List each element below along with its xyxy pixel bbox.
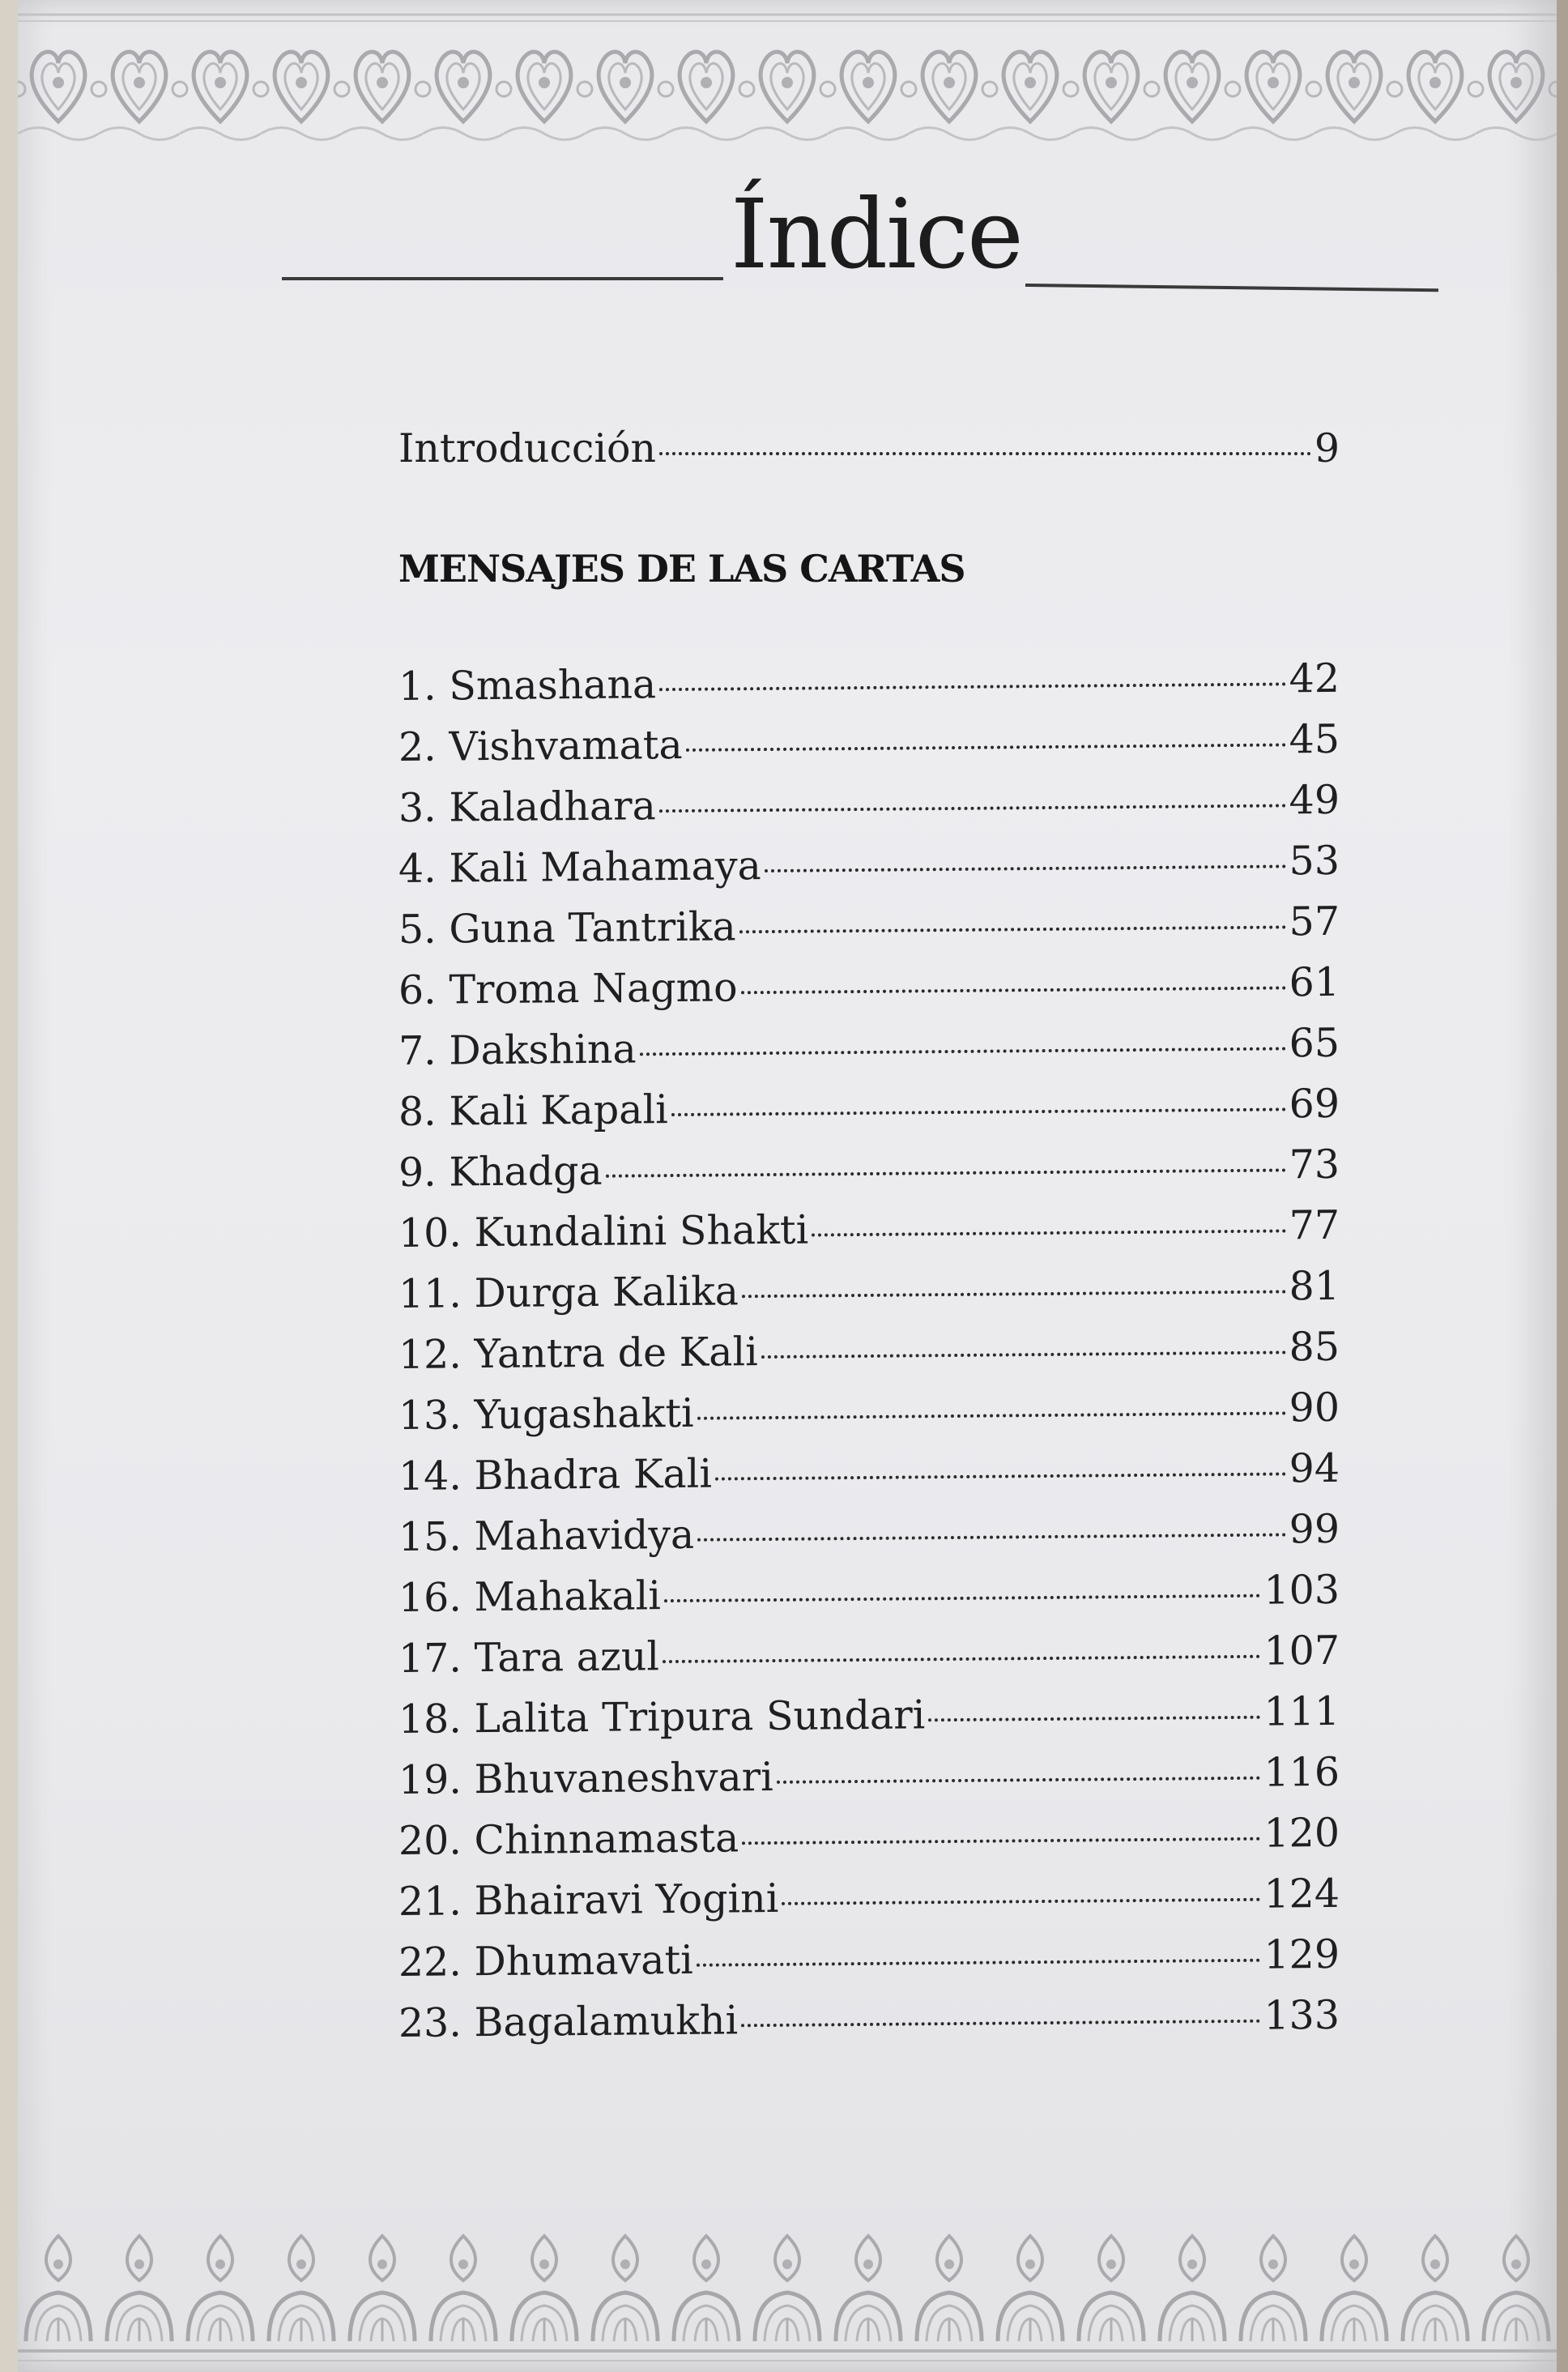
toc-entry-label: 5. Guna Tantrika <box>398 903 736 953</box>
dot-leader <box>742 1290 1286 1298</box>
dot-leader <box>715 1472 1286 1480</box>
toc-entry-label: 21. Bhairavi Yogini <box>398 1875 779 1925</box>
dot-leader <box>663 1655 1260 1663</box>
toc-entry <box>398 1445 1340 1514</box>
toc-entry-label: 20. Chinnamasta <box>398 1815 739 1864</box>
toc-entry-page: 133 <box>1263 1991 1340 2039</box>
toc-entry-label: 13. Yugashakti <box>398 1389 694 1439</box>
dot-leader <box>928 1716 1260 1722</box>
toc-entry-page: 103 <box>1263 1566 1340 1614</box>
toc-entry-page: 129 <box>1263 1930 1340 1978</box>
toc-entry <box>398 1202 1340 1271</box>
table-of-contents <box>398 425 1340 2061</box>
toc-entry-label: 4. Kali Mahamaya <box>398 843 761 892</box>
section-heading: MENSAJES DE LAS CARTAS <box>398 547 965 591</box>
dot-leader <box>659 452 1311 455</box>
toc-entry-label: 16. Mahakali <box>398 1572 661 1621</box>
dot-leader <box>741 986 1286 994</box>
toc-entry-introduccion <box>398 425 1340 486</box>
toc-entry <box>398 1749 1340 1818</box>
toc-entry-page: 116 <box>1263 1748 1340 1796</box>
toc-entry-page: 73 <box>1289 1141 1340 1188</box>
dot-leader <box>742 1837 1260 1845</box>
toc-entry <box>398 838 1340 907</box>
toc-entry <box>398 1871 1340 1939</box>
toc-entry-page: 69 <box>1289 1080 1340 1128</box>
toc-entry-page: 61 <box>1289 958 1340 1006</box>
dot-leader <box>697 1533 1285 1541</box>
dot-leader <box>741 2020 1260 2028</box>
dot-leader <box>812 1229 1285 1236</box>
bottom-ornamental-border <box>18 2220 1557 2372</box>
dot-leader <box>664 1594 1261 1602</box>
toc-entry-page: 65 <box>1289 1019 1340 1067</box>
title-rule-left <box>282 277 723 280</box>
toc-entry-label: 7. Dakshina <box>398 1026 637 1074</box>
toc-entry-label: 6. Troma Nagmo <box>398 964 738 1013</box>
toc-entry <box>398 1992 1340 2061</box>
toc-entry-label: 19. Bhuvaneshvari <box>398 1753 773 1803</box>
toc-entry <box>398 1020 1340 1089</box>
toc-entry <box>398 1384 1340 1453</box>
toc-entry-label: 17. Tara azul <box>398 1633 660 1682</box>
toc-entry-page: 53 <box>1289 837 1340 885</box>
toc-entry-page: 9 <box>1314 425 1340 471</box>
toc-entry-page: 90 <box>1289 1384 1340 1431</box>
toc-entry-page: 57 <box>1289 898 1340 945</box>
toc-entry <box>398 1141 1340 1210</box>
title-rule-right <box>1025 284 1438 292</box>
dot-leader <box>606 1168 1286 1177</box>
toc-entry-label: 9. Khadga <box>398 1147 603 1196</box>
toc-entry-page: 77 <box>1289 1201 1340 1249</box>
toc-entry <box>398 1506 1340 1575</box>
toc-entry <box>398 1931 1340 2000</box>
toc-entry <box>398 655 1340 724</box>
dot-leader <box>686 743 1286 751</box>
toc-entry-page: 49 <box>1289 776 1340 824</box>
toc-entry <box>398 1688 1340 1757</box>
toc-entry <box>398 716 1340 785</box>
dot-leader <box>697 1411 1286 1419</box>
toc-entry-page: 42 <box>1289 655 1340 702</box>
toc-entry-page: 45 <box>1289 715 1340 763</box>
toc-entry-label: 3. Kaladhara <box>398 783 656 831</box>
toc-entry-label: 8. Kali Kapali <box>398 1086 668 1135</box>
toc-entry <box>398 1567 1340 1636</box>
toc-entry <box>398 777 1340 846</box>
dot-leader <box>739 925 1286 933</box>
title-area <box>18 162 1557 316</box>
toc-entry <box>398 898 1340 967</box>
dot-leader <box>761 1350 1286 1359</box>
dot-leader <box>777 1777 1261 1784</box>
toc-entry-list <box>398 655 1340 2061</box>
toc-entry-page: 81 <box>1289 1262 1340 1310</box>
dot-leader <box>640 1047 1286 1056</box>
toc-entry-page: 124 <box>1263 1870 1340 1918</box>
toc-entry <box>398 1263 1340 1332</box>
toc-entry-label: 18. Lalita Tripura Sundari <box>398 1692 926 1743</box>
toc-entry <box>398 1081 1340 1150</box>
toc-entry <box>398 1628 1340 1696</box>
book-page <box>18 0 1557 2372</box>
toc-entry-page: 99 <box>1289 1505 1340 1553</box>
toc-entry-page: 111 <box>1263 1687 1340 1735</box>
bottom-ornament-pattern <box>18 2220 1557 2372</box>
dot-leader <box>659 682 1285 691</box>
toc-entry-label: 15. Mahavidya <box>398 1511 695 1560</box>
toc-entry-page: 107 <box>1263 1627 1340 1674</box>
page-title: Índice <box>731 178 1022 290</box>
toc-entry <box>398 1324 1340 1393</box>
toc-entry-label: 1. Smashana <box>398 661 657 710</box>
top-ornament-pattern <box>18 0 1557 162</box>
toc-entry-page: 85 <box>1289 1323 1340 1371</box>
toc-entry-page: 94 <box>1289 1444 1340 1492</box>
toc-entry <box>398 959 1340 1028</box>
toc-entry-label: 23. Bagalamukhi <box>398 1997 739 2046</box>
toc-entry-label: Introducción <box>398 425 657 471</box>
top-ornamental-border <box>18 0 1557 162</box>
toc-entry-label: 14. Bhadra Kali <box>398 1450 713 1500</box>
toc-entry-label: 10. Kundalini Shakti <box>398 1206 809 1256</box>
toc-entry-label: 12. Yantra de Kali <box>398 1329 758 1378</box>
dot-leader <box>765 864 1286 872</box>
toc-entry-label: 22. Dhumavati <box>398 1936 693 1986</box>
toc-entry <box>398 1810 1340 1879</box>
dot-leader <box>697 1959 1261 1967</box>
dot-leader <box>782 1898 1260 1905</box>
dot-leader <box>671 1107 1286 1116</box>
dot-leader <box>659 804 1286 813</box>
toc-entry-page: 120 <box>1263 1809 1340 1857</box>
toc-entry-label: 11. Durga Kalika <box>398 1268 739 1317</box>
toc-entry-label: 2. Vishvamata <box>398 721 683 770</box>
